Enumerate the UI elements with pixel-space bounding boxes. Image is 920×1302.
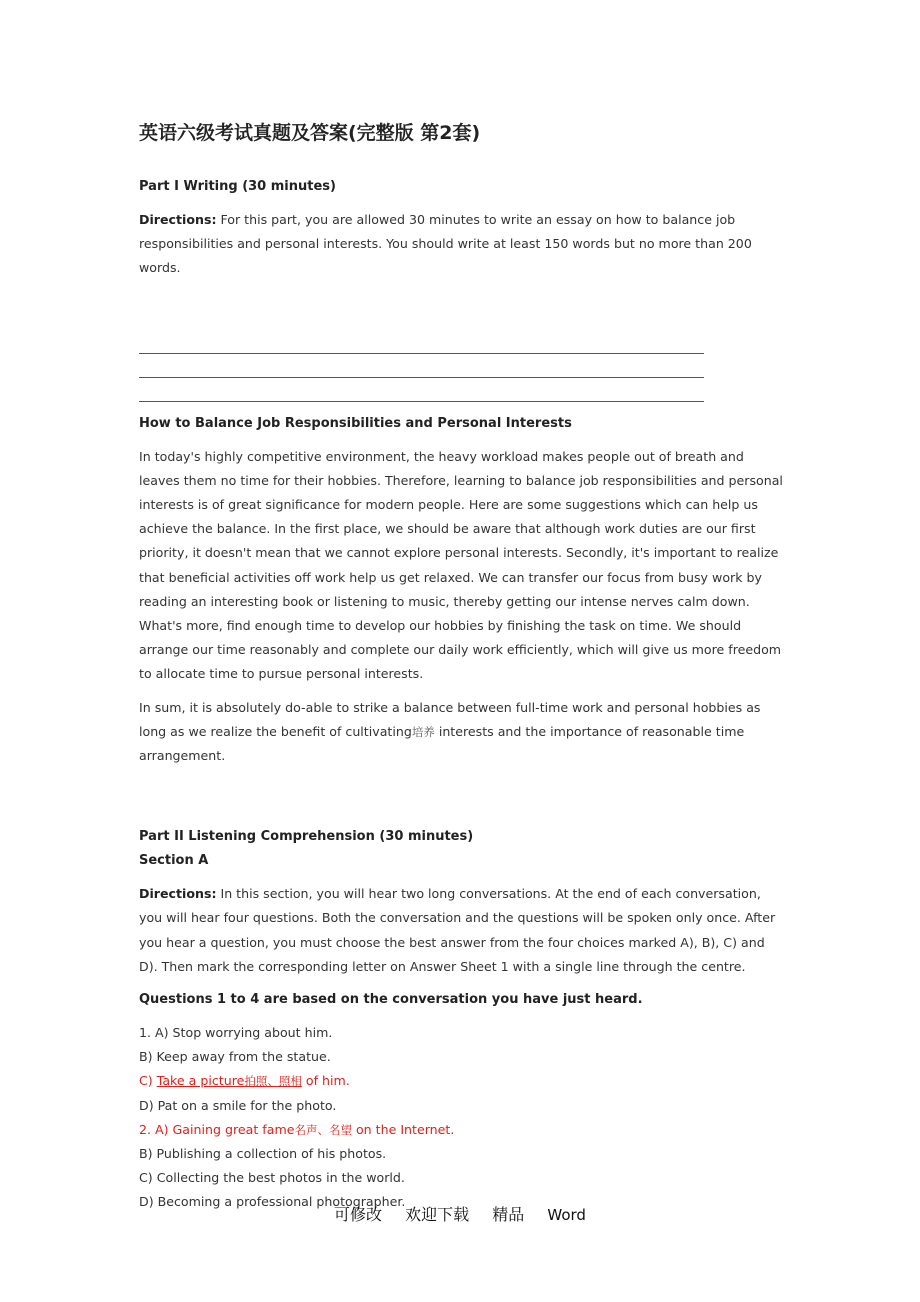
part1-directions xyxy=(139,208,784,281)
section-a-heading: Section A xyxy=(139,853,209,869)
essay-para2-text-b: interests and the importance of reasonable time arrangement. xyxy=(139,723,745,764)
directions-label: Directions: xyxy=(139,886,217,902)
part2-directions xyxy=(139,882,784,979)
option-suffix: of him. xyxy=(301,1073,350,1089)
q2-option-b: B) Publishing a collection of his photos. xyxy=(139,1146,387,1162)
essay-title: How to Balance Job Responsibilities and Personal Interests xyxy=(139,415,572,431)
q1-option-d: D) Pat on a smile for the photo. xyxy=(139,1097,337,1113)
q2-option-a-answer xyxy=(139,1118,784,1142)
footer-welcome-download: 欢迎下载 xyxy=(405,1205,470,1224)
option-text: 2. A) Gaining great fame xyxy=(139,1121,295,1137)
essay-paragraph-1: In today's highly competitive environment, the heavy workload makes people out of breath and leaves them no time for their hobbies. Therefore, learning to balance job responsibilities and personal interests is of great significance for modern people. Here are some suggestions which can help us achieve the balance. In the first place, we should be aware that although work duties are our first priority, it doesn't mean that we cannot explore personal interests. Secondly, it's important to realize that beneficial activities off work help us get relaxed. We can transfer our focus from busy work by reading an interesting book or listening to music, thereby getting our intense nerves calm down. What's more, find enough time to develop our hobbies by finishing the task on time. We should arrange our time reasonably and complete our daily work efficiently, which will give us more freedom to allocate time to pursue personal interests. xyxy=(139,448,783,682)
essay-para2-text-a: In sum, it is absolutely do-able to strike a balance between full-time work and personal hobbies as long as we realize the benefit of cultivating xyxy=(139,699,761,739)
questions-intro: Questions 1 to 4 are based on the conversation you have just heard. xyxy=(139,992,643,1008)
footer-quality: 精品 xyxy=(492,1205,525,1224)
q1-option-a: 1. A) Stop worrying about him. xyxy=(139,1025,333,1041)
q2-option-c: C) Collecting the best photos in the world. xyxy=(139,1170,405,1186)
phrase-text: Take a picture xyxy=(156,1073,245,1089)
answer-lines xyxy=(139,337,784,402)
directions-label: Directions: xyxy=(139,212,217,227)
gloss-cultivating: 培养 xyxy=(411,724,435,739)
option-letter: C) xyxy=(139,1073,157,1089)
part1-heading: Part I Writing (30 minutes) xyxy=(139,179,336,194)
gloss-fame: 名声、名望 xyxy=(294,1122,352,1137)
q1-option-b: B) Keep away from the statue. xyxy=(139,1049,331,1065)
footer-editable: 可修改 xyxy=(334,1205,383,1224)
essay-paragraph-2 xyxy=(139,696,784,769)
q1-option-c-answer xyxy=(139,1069,784,1093)
gloss-take-picture: 拍照、照相 xyxy=(244,1074,302,1089)
option-suffix: on the Internet. xyxy=(351,1121,455,1137)
part2-heading: Part II Listening Comprehension (30 minutes) xyxy=(139,829,474,845)
footer-word: Word xyxy=(547,1206,586,1224)
page-footer xyxy=(0,1202,920,1225)
directions-text: For this part, you are allowed 30 minutes to write an essay on how to balance job responsibilities and personal interests. You should write at least 150 words but no more than 200 words. xyxy=(139,212,752,276)
directions-text: In this section, you will hear two long conversations. At the end of each conversation, you will hear four questions. Both the conversation and the questions will be spoken only once. After you hear a question, you must choose the best answer from the four choices marked A), B), C) and D). Then mark the corresponding letter on Answer Sheet 1 with a single line through the centre. xyxy=(139,886,776,974)
q2-option-d: D) Becoming a professional photographer. xyxy=(139,1194,406,1210)
document-page xyxy=(139,118,784,1215)
underlined-phrase xyxy=(157,1073,302,1088)
answer-line xyxy=(139,337,704,354)
answer-line xyxy=(139,378,704,402)
document-title: 英语六级考试真题及答案(完整版 第2套) xyxy=(139,122,481,144)
answer-line xyxy=(139,354,704,378)
